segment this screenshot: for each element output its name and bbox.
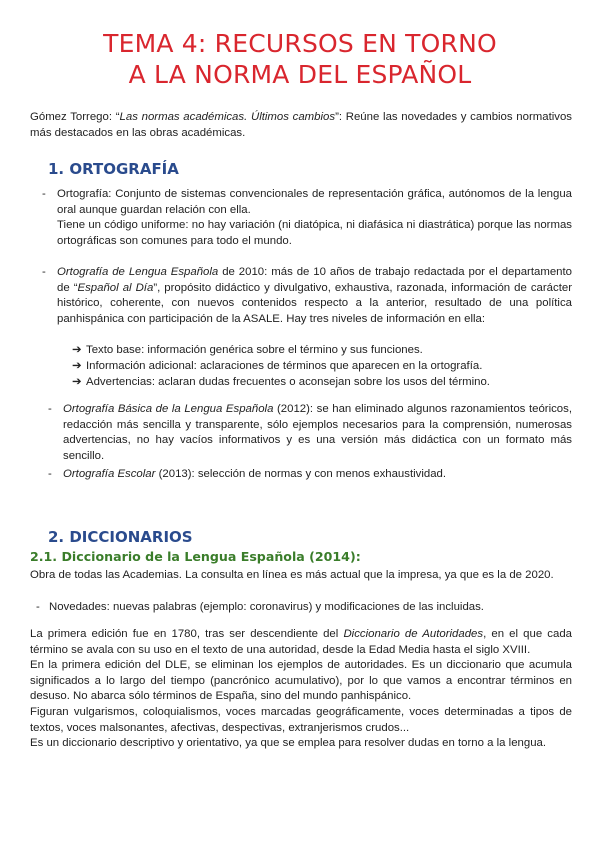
section-1-heading: 1. ORTOGRAFÍA <box>48 160 179 178</box>
paragraph-text: Figuran vulgarismos, coloquialismos, voces marcadas geográficamente, voces determinadas a tipos de textos, voces malsonantes, afectivas, despectivas, extranjerismos crudos... <box>30 705 572 734</box>
level-text: Texto base: información genérica sobre el término y sus funciones. <box>86 344 423 356</box>
bullet-dash: - <box>48 403 52 415</box>
ortografia-2010-item <box>57 265 572 327</box>
paragraph-text: Es un diccionario descriptivo y orientativo, ya que se emplea para resolver dudas en torno a la lengua. <box>30 737 547 750</box>
intro-rest: ”: Reúne las novedades y cambios normativos más destacados en las obras académicas. <box>30 111 573 139</box>
level-text: Advertencias: aclaran dudas frecuentes o aconsejan sobre los usos del término. <box>86 376 490 388</box>
uniform-code-text: Tiene un código uniforme: no hay variación (ni diatópica, ni diafásica ni diastrática) porque las normas ortográficas son comunes para todo el mundo. <box>57 219 572 247</box>
subsection-2-1-heading: 2.1. Diccionario de la Lengua Española (2014): <box>30 549 361 564</box>
arrow-icon: ➔ <box>72 360 82 372</box>
bullet-dash: - <box>42 188 46 200</box>
department-name: Español al Día <box>77 281 154 294</box>
dle-history-paragraph <box>30 627 572 752</box>
level-list-item <box>72 343 423 359</box>
bullet-dash: - <box>48 468 52 480</box>
work-title: Diccionario de Autoridades <box>343 628 484 640</box>
definition-text: Ortografía: Conjunto de sistemas convencionales de representación gráfica, autónomos de la lengua oral aunque guardan relación con ella. <box>57 188 572 216</box>
item-text: (2013): selección de normas y con menos exhaustividad. <box>155 468 447 480</box>
ortografia-escolar-item <box>63 467 572 483</box>
ortografia-basica-item <box>63 402 572 464</box>
work-title: Ortografía Escolar <box>63 468 156 480</box>
title-line-2: A LA NORMA DEL ESPAÑOL <box>128 60 472 89</box>
item-text: ”, propósito didáctico y divulgativo, exhaustiva, razonada, información de carácter histórico, coherente, con nuevos contenidos respecto a la anterior, resultado de una política panhispánica con participación de la ASALE. Hay tres niveles de información en ella: <box>57 281 572 325</box>
paragraph-text: En la primera edición del DLE, se eliminan los ejemplos de autoridades. Es un diccionario que acumula significados a lo largo del tiempo (pancrónico acumulativo), por lo que vamos a encontrar términos en desuso. No abarca sólo términos de España, sino del mundo panhispánico. <box>30 659 572 703</box>
title-line-1: TEMA 4: RECURSOS EN TORNO <box>103 29 497 58</box>
intro-work-title: Las normas académicas. Últimos cambios <box>119 111 336 123</box>
dle-paragraph-1 <box>30 568 572 584</box>
intro-author: Gómez Torrego: “ <box>30 111 120 123</box>
item-text: de 2010: más de 10 años de trabajo redactada por el departamento de “ <box>57 266 572 294</box>
paragraph-text: La primera edición fue en 1780, tras ser descendiente del <box>30 628 344 640</box>
level-list-item <box>72 375 490 391</box>
bullet-dash: - <box>42 266 46 278</box>
level-list-item <box>72 359 482 375</box>
intro-paragraph <box>30 110 572 141</box>
ortografia-definition <box>57 187 572 249</box>
section-2-heading: 2. DICCIONARIOS <box>48 528 193 546</box>
work-title: Ortografía Básica de la Lengua Española <box>63 403 274 415</box>
bullet-dash: - <box>36 601 40 613</box>
paragraph-text: Obra de todas las Academias. La consulta en línea es más actual que la impresa, ya que es la de 2020. <box>30 569 554 581</box>
novedades-item: Novedades: nuevas palabras (ejemplo: coronavirus) y modificaciones de las incluidas. <box>49 601 484 613</box>
arrow-icon: ➔ <box>72 344 82 356</box>
item-text: (2012): se han eliminado algunos razonamientos teóricos, redacción más sencilla y transparente, sólo ejemplos necesarios para la comprensión, numerosas advertencias, no hay vacíos informativos y es una versión más didáctica con un formato más sencillo. <box>63 403 572 462</box>
arrow-icon: ➔ <box>72 376 82 388</box>
work-title: Ortografía de Lengua Española <box>57 266 219 278</box>
document-title <box>0 28 600 90</box>
paragraph-text: , en el que cada término se avala con su uso en el texto de una autoridad, desde la Edad Media hasta el siglo XVIII. <box>30 628 572 656</box>
level-text: Información adicional: aclaraciones de términos que aparecen en la ortografía. <box>86 360 483 372</box>
